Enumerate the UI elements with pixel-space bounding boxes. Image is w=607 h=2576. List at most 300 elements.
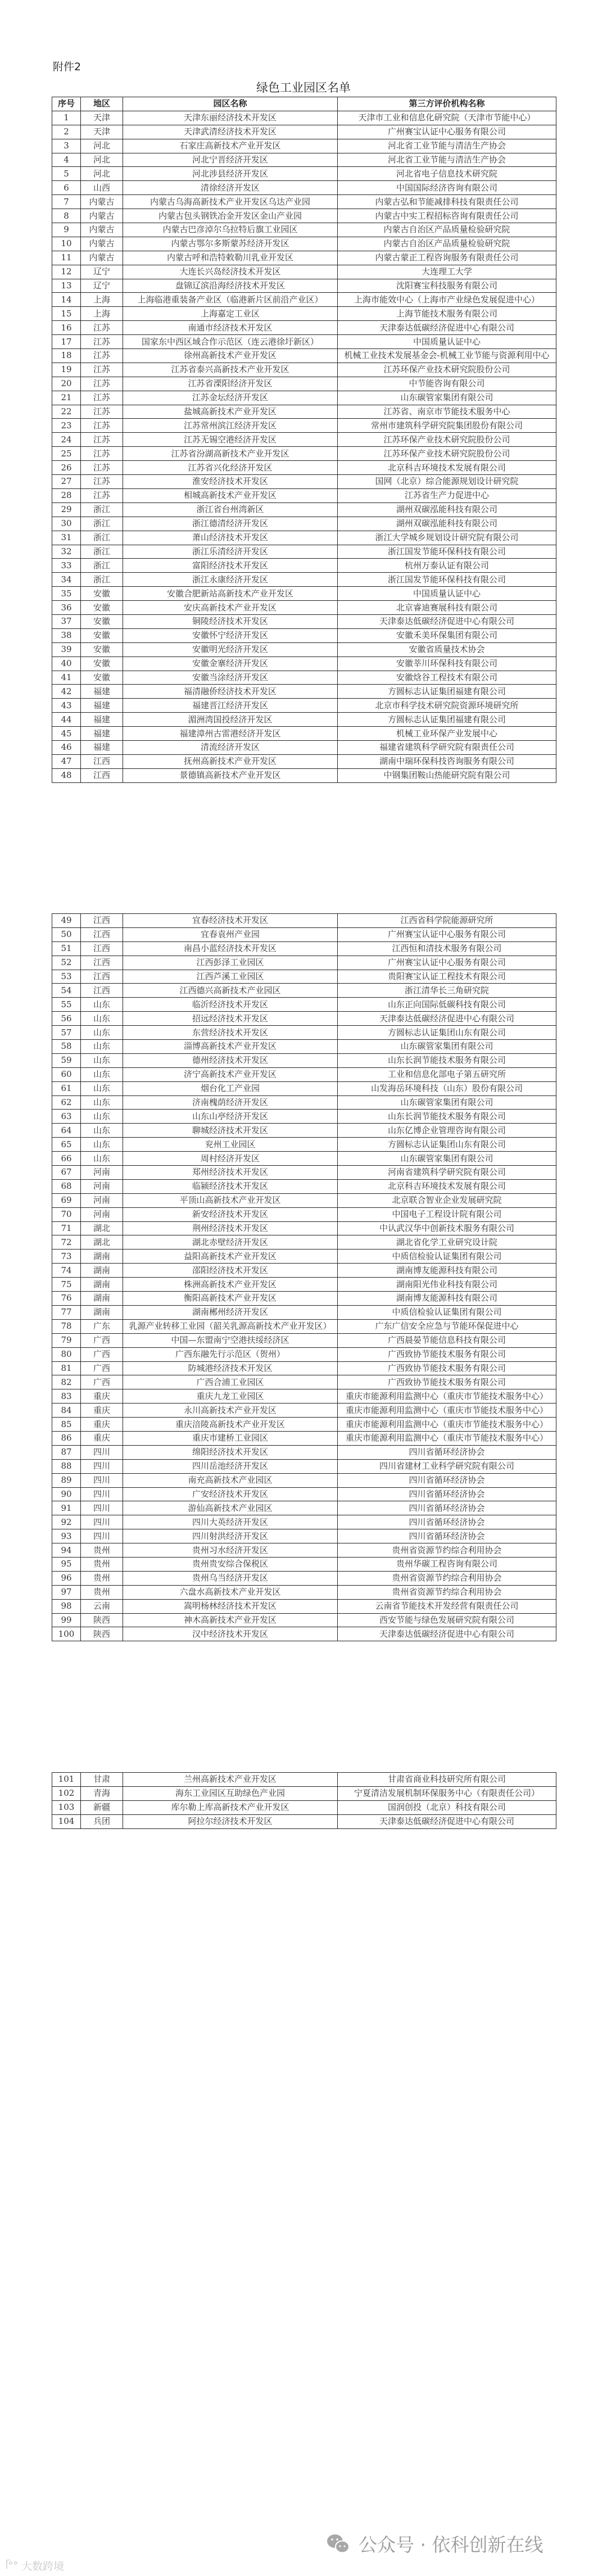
row-index: 40 — [52, 657, 81, 671]
row-region: 山东 — [81, 998, 123, 1012]
row-index: 70 — [52, 1207, 81, 1221]
row-index: 35 — [52, 587, 81, 601]
row-evaluator: 四川省循环经济协会 — [338, 1487, 556, 1501]
row-region: 江西 — [81, 941, 123, 956]
table-row — [52, 1501, 556, 1515]
row-index: 16 — [52, 321, 81, 335]
table-row — [52, 1473, 556, 1487]
row-park-name: 江苏省溧阳经济开发区 — [123, 377, 338, 391]
table-row — [52, 1571, 556, 1585]
row-park-name: 宜春袁州产业园 — [123, 927, 338, 941]
row-evaluator: 贵州省资源节约综合利用协会 — [338, 1585, 556, 1599]
row-index: 72 — [52, 1235, 81, 1249]
table-row — [52, 1012, 556, 1026]
header-index: 序号 — [52, 97, 81, 111]
table-row — [52, 1235, 556, 1249]
table-row — [52, 517, 556, 531]
row-index: 51 — [52, 941, 81, 956]
row-park-name: 天津武清经济技术开发区 — [123, 125, 338, 139]
row-park-name: 绵阳经济技术开发区 — [123, 1445, 338, 1459]
row-park-name: 浙江德清经济开发区 — [123, 517, 338, 531]
row-evaluator: 广州赛宝认证中心服务有限公司 — [338, 956, 556, 970]
row-index: 86 — [52, 1431, 81, 1445]
row-index: 44 — [52, 713, 81, 727]
row-index: 59 — [52, 1053, 81, 1067]
row-region: 山东 — [81, 1081, 123, 1095]
table-row — [52, 461, 556, 475]
row-park-name: 郑州经济技术开发区 — [123, 1166, 338, 1180]
row-index: 46 — [52, 740, 81, 754]
row-evaluator: 天津市工业和信息化研究院（天津市节能中心） — [338, 111, 556, 125]
row-index: 90 — [52, 1487, 81, 1501]
page-title: 绿色工业园区名单 — [256, 81, 351, 94]
row-index: 98 — [52, 1599, 81, 1613]
row-region: 江西 — [81, 927, 123, 941]
table-row — [52, 1319, 556, 1333]
table-row — [52, 419, 556, 433]
table-row — [52, 195, 556, 209]
row-region: 江西 — [81, 956, 123, 970]
row-region: 河南 — [81, 1207, 123, 1221]
row-park-name: 兰州高新技术产业开发区 — [123, 1773, 338, 1787]
row-park-name: 内蒙古包头钢铁冶金开发区金山产业园 — [123, 209, 338, 223]
row-index: 3 — [52, 139, 81, 153]
table-row — [52, 111, 556, 125]
row-index: 67 — [52, 1166, 81, 1180]
row-evaluator: 机械工业技术发展基金会-机械工业节能与资源利用中心 — [338, 349, 556, 363]
row-park-name: 内蒙古乌海高新技术产业开发区乌达产业园 — [123, 195, 338, 209]
row-index: 48 — [52, 768, 81, 782]
table-row — [52, 754, 556, 768]
row-evaluator: 河南省建筑科学研究院有限公司 — [338, 1166, 556, 1180]
row-evaluator: 四川省建材工业科学研究院有限公司 — [338, 1459, 556, 1473]
table-row — [52, 1431, 556, 1445]
row-region: 重庆 — [81, 1389, 123, 1404]
header-region: 地区 — [81, 97, 123, 111]
row-evaluator: 贵州华碳工程咨询有限公司 — [338, 1557, 556, 1571]
table-row — [52, 153, 556, 167]
row-park-name: 济宁高新技术产业开发区 — [123, 1067, 338, 1081]
row-index: 82 — [52, 1375, 81, 1389]
row-region: 山东 — [81, 1012, 123, 1026]
table-row — [52, 475, 556, 489]
row-evaluator: 浙江清华长三角研究院 — [338, 984, 556, 998]
table-row — [52, 1124, 556, 1138]
row-evaluator: 山东长润节能技术服务有限公司 — [338, 1110, 556, 1124]
row-region: 湖南 — [81, 1305, 123, 1319]
row-region: 河南 — [81, 1193, 123, 1207]
row-region: 江苏 — [81, 377, 123, 391]
row-evaluator: 广西晨晏节能信息科技有限公司 — [338, 1333, 556, 1347]
row-region: 江西 — [81, 970, 123, 984]
row-park-name: 内蒙古呼和浩特敕勒川乳业开发区 — [123, 251, 338, 265]
row-index: 104 — [52, 1814, 81, 1828]
row-park-name: 天津东丽经济技术开发区 — [123, 111, 338, 125]
row-park-name: 邵阳经济技术开发区 — [123, 1264, 338, 1278]
row-index: 6 — [52, 181, 81, 195]
table-row — [52, 1800, 556, 1814]
table-row — [52, 1814, 556, 1828]
row-evaluator: 中钢集团鞍山热能研究院有限公司 — [338, 768, 556, 782]
row-park-name: 福建晋江经济开发区 — [123, 699, 338, 713]
table-row — [52, 587, 556, 601]
row-index: 76 — [52, 1292, 81, 1306]
row-index: 27 — [52, 475, 81, 489]
row-evaluator: 贵阳赛宝认证工程技术有限公司 — [338, 970, 556, 984]
watermark-text: 公众号 · 依科创新在线 — [359, 2534, 543, 2556]
row-region: 江苏 — [81, 419, 123, 433]
row-park-name: 贵州习水经济开发区 — [123, 1543, 338, 1558]
table-row — [52, 1773, 556, 1787]
row-region: 安徽 — [81, 628, 123, 642]
row-park-name: 烟台化工产业园 — [123, 1081, 338, 1095]
row-region: 河南 — [81, 1179, 123, 1193]
row-region: 四川 — [81, 1501, 123, 1515]
row-region: 云南 — [81, 1599, 123, 1613]
row-region: 四川 — [81, 1529, 123, 1543]
row-index: 57 — [52, 1026, 81, 1040]
row-park-name: 周村经济开发区 — [123, 1152, 338, 1166]
row-evaluator: 江西恒和清技术服务有限公司 — [338, 941, 556, 956]
row-region: 山东 — [81, 1026, 123, 1040]
row-region: 浙江 — [81, 502, 123, 517]
row-region: 四川 — [81, 1459, 123, 1473]
row-park-name: 平顶山高新技术产业开发区 — [123, 1193, 338, 1207]
row-evaluator: 重庆市能源利用监测中心（重庆市节能技术服务中心） — [338, 1418, 556, 1432]
row-region: 重庆 — [81, 1404, 123, 1418]
table-row — [52, 1207, 556, 1221]
row-park-name: 富阳经济技术开发区 — [123, 559, 338, 573]
row-park-name: 南通市经济技术开发区 — [123, 321, 338, 335]
row-region: 山东 — [81, 1152, 123, 1166]
row-park-name: 清流经济开发区 — [123, 740, 338, 754]
row-evaluator: 中国质量认证中心 — [338, 587, 556, 601]
row-evaluator: 四川省循环经济协会 — [338, 1515, 556, 1529]
row-park-name: 浙江永康经济开发区 — [123, 573, 338, 587]
row-index: 9 — [52, 223, 81, 237]
row-region: 广西 — [81, 1375, 123, 1389]
table-row — [52, 349, 556, 363]
table-row — [52, 377, 556, 391]
table-row — [52, 1249, 556, 1264]
table-row — [52, 181, 556, 195]
row-evaluator: 山发海岳环境科技（山东）股份有限公司 — [338, 1081, 556, 1095]
row-index: 88 — [52, 1459, 81, 1473]
row-evaluator: 安徽禾美环保集团有限公司 — [338, 628, 556, 642]
row-region: 福建 — [81, 699, 123, 713]
row-evaluator: 江苏省、南京市节能技术服务中心 — [338, 405, 556, 419]
row-index: 66 — [52, 1152, 81, 1166]
park-table-page-3 — [52, 1772, 556, 1829]
row-evaluator: 湖北省化学工业研究设计院 — [338, 1235, 556, 1249]
row-index: 63 — [52, 1110, 81, 1124]
row-index: 34 — [52, 573, 81, 587]
row-region: 湖南 — [81, 1278, 123, 1292]
row-park-name: 南充高新技术产业园区 — [123, 1473, 338, 1487]
row-evaluator: 江苏省生产力促进中心 — [338, 488, 556, 502]
row-index: 31 — [52, 531, 81, 545]
row-evaluator: 大连理工大学 — [338, 265, 556, 279]
row-region: 湖南 — [81, 1292, 123, 1306]
row-park-name: 内蒙古巴彦淖尔乌拉特后旗工业园区 — [123, 223, 338, 237]
table-row — [52, 209, 556, 223]
row-park-name: 安徽当涂经济开发区 — [123, 671, 338, 685]
row-region: 江苏 — [81, 461, 123, 475]
row-evaluator: 山东碳管家集团有限公司 — [338, 1040, 556, 1054]
row-index: 84 — [52, 1404, 81, 1418]
row-region: 福建 — [81, 727, 123, 741]
row-park-name: 大连长兴岛经济技术开发区 — [123, 265, 338, 279]
row-park-name: 广安经济技术开发区 — [123, 1487, 338, 1501]
table-row — [52, 1599, 556, 1613]
table-row — [52, 1445, 556, 1459]
row-park-name: 聊城经济技术开发区 — [123, 1124, 338, 1138]
row-park-name: 永川高新技术产业开发区 — [123, 1404, 338, 1418]
row-park-name: 浙江乐清经济开发区 — [123, 545, 338, 559]
corner-logo-text: 大数跨境 — [21, 2560, 65, 2573]
row-park-name: 重庆市建桥工业园区 — [123, 1431, 338, 1445]
row-evaluator: 天津泰达低碳经济促进中心有限公司 — [338, 1627, 556, 1641]
table-row — [52, 1305, 556, 1319]
row-index: 102 — [52, 1786, 81, 1800]
row-evaluator: 中国质量认证中心 — [338, 335, 556, 349]
row-region: 湖北 — [81, 1221, 123, 1235]
row-evaluator: 中质信检验认证集团有限公司 — [338, 1305, 556, 1319]
row-evaluator: 甘肃省商业科技研究所有限公司 — [338, 1773, 556, 1787]
row-region: 浙江 — [81, 531, 123, 545]
row-park-name: 上海临港重装备产业区（临港新片区前沿产业区） — [123, 293, 338, 307]
row-park-name: 新安经济技术开发区 — [123, 1207, 338, 1221]
row-park-name: 江苏省汾湖高新技术产业开发区 — [123, 447, 338, 461]
row-index: 18 — [52, 349, 81, 363]
table-row — [52, 1557, 556, 1571]
table-row — [52, 1067, 556, 1081]
table-row — [52, 699, 556, 713]
row-park-name: 浙江省台州湾新区 — [123, 502, 338, 517]
row-evaluator: 中认武汉华中创新技术服务有限公司 — [338, 1221, 556, 1235]
table-row — [52, 1543, 556, 1558]
row-index: 26 — [52, 461, 81, 475]
row-evaluator: 山东碳管家集团有限公司 — [338, 391, 556, 405]
row-index: 15 — [52, 307, 81, 321]
row-evaluator: 安徽焓谷工程技术有限公司 — [338, 671, 556, 685]
row-park-name: 安徽金寨经济开发区 — [123, 657, 338, 671]
header-park-name: 园区名称 — [123, 97, 338, 111]
row-evaluator: 广西致协节能技术服务有限公司 — [338, 1347, 556, 1361]
row-index: 93 — [52, 1529, 81, 1543]
table-row — [52, 1404, 556, 1418]
row-index: 11 — [52, 251, 81, 265]
row-park-name: 江苏省兴化经济开发区 — [123, 461, 338, 475]
row-park-name: 东营经济技术开发区 — [123, 1026, 338, 1040]
row-evaluator: 湖州双碳泓能科技有限公司 — [338, 502, 556, 517]
row-evaluator: 四川省循环经济协会 — [338, 1445, 556, 1459]
row-region: 浙江 — [81, 517, 123, 531]
row-index: 19 — [52, 363, 81, 377]
row-park-name: 汉中经济技术开发区 — [123, 1627, 338, 1641]
row-index: 87 — [52, 1445, 81, 1459]
table-row — [52, 1529, 556, 1543]
table-row — [52, 768, 556, 782]
row-evaluator: 湖南中瑞环保科技咨询服务有限公司 — [338, 754, 556, 768]
row-park-name: 江西德兴高新技术产业园区 — [123, 984, 338, 998]
row-region: 江苏 — [81, 447, 123, 461]
row-evaluator: 内蒙古中实工程招标咨询有限责任公司 — [338, 209, 556, 223]
row-index: 77 — [52, 1305, 81, 1319]
row-park-name: 湄洲湾国投经济开发区 — [123, 713, 338, 727]
row-evaluator: 中节能咨询有限公司 — [338, 377, 556, 391]
table-row — [52, 502, 556, 517]
row-index: 22 — [52, 405, 81, 419]
row-index: 73 — [52, 1249, 81, 1264]
row-evaluator: 广州赛宝认证中心服务有限公司 — [338, 927, 556, 941]
table-row — [52, 1389, 556, 1404]
row-evaluator: 江苏环保产业技术研究院股份公司 — [338, 447, 556, 461]
table-row — [52, 1264, 556, 1278]
row-evaluator: 杭州万泰认证有限公司 — [338, 559, 556, 573]
row-region: 贵州 — [81, 1585, 123, 1599]
row-region: 山东 — [81, 1124, 123, 1138]
table-row — [52, 363, 556, 377]
row-region: 内蒙古 — [81, 237, 123, 251]
row-index: 97 — [52, 1585, 81, 1599]
row-region: 福建 — [81, 713, 123, 727]
table-row — [52, 447, 556, 461]
row-evaluator: 云南省节能技术开发经营有限责任公司 — [338, 1599, 556, 1613]
table-row — [52, 1110, 556, 1124]
table-row — [52, 167, 556, 181]
table-row — [52, 614, 556, 628]
row-park-name: 招远经济技术开发区 — [123, 1012, 338, 1026]
row-evaluator: 江西省科学院能源研究所 — [338, 914, 556, 928]
row-park-name: 石家庄高新技术产业开发区 — [123, 139, 338, 153]
row-evaluator: 贵州省资源节约综合利用协会 — [338, 1543, 556, 1558]
row-evaluator: 方圆标志认证集团福建有限公司 — [338, 713, 556, 727]
table-row — [52, 1053, 556, 1067]
row-park-name: 兖州工业园区 — [123, 1138, 338, 1152]
row-park-name: 内蒙古鄂尔多斯蒙苏经济开发区 — [123, 237, 338, 251]
row-region: 安徽 — [81, 657, 123, 671]
row-evaluator: 河北省工业节能与清洁生产协会 — [338, 153, 556, 167]
table-row — [52, 1585, 556, 1599]
table-row — [52, 1515, 556, 1529]
row-region: 新疆 — [81, 1800, 123, 1814]
row-index: 42 — [52, 685, 81, 699]
row-evaluator: 四川省循环经济协会 — [338, 1501, 556, 1515]
table-row — [52, 1026, 556, 1040]
row-park-name: 萧山经济技术开发区 — [123, 531, 338, 545]
row-index: 68 — [52, 1179, 81, 1193]
corner-logo-icon: ᥬ°° — [6, 2560, 19, 2572]
park-table-page-1 — [52, 97, 556, 783]
row-park-name: 四川射洪经济开发区 — [123, 1529, 338, 1543]
table-row — [52, 685, 556, 699]
table-row — [52, 125, 556, 139]
row-park-name: 衡阳高新技术产业开发区 — [123, 1292, 338, 1306]
row-index: 10 — [52, 237, 81, 251]
row-index: 25 — [52, 447, 81, 461]
row-region: 辽宁 — [81, 265, 123, 279]
row-region: 山东 — [81, 1110, 123, 1124]
row-evaluator: 北京市科学技术研究院资源环境研究所 — [338, 699, 556, 713]
row-index: 103 — [52, 1800, 81, 1814]
row-index: 23 — [52, 419, 81, 433]
row-evaluator: 广州赛宝认证中心服务有限公司 — [338, 125, 556, 139]
row-park-name: 上海嘉定工业区 — [123, 307, 338, 321]
row-region: 天津 — [81, 125, 123, 139]
table-row — [52, 1786, 556, 1800]
row-evaluator: 山东正向国际低碳科技有限公司 — [338, 998, 556, 1012]
row-region: 河南 — [81, 1166, 123, 1180]
row-evaluator: 方圆标志认证集团山东有限公司 — [338, 1138, 556, 1152]
row-index: 91 — [52, 1501, 81, 1515]
row-region: 湖北 — [81, 1235, 123, 1249]
table-row — [52, 1193, 556, 1207]
row-index: 60 — [52, 1067, 81, 1081]
row-evaluator: 河北省电子信息技术研究院 — [338, 167, 556, 181]
row-region: 湖南 — [81, 1264, 123, 1278]
wechat-icon — [326, 2533, 351, 2555]
table-row — [52, 251, 556, 265]
row-park-name: 江西芦溪工业园区 — [123, 970, 338, 984]
table-row — [52, 1361, 556, 1375]
row-region: 陕西 — [81, 1627, 123, 1641]
row-evaluator: 广西致协节能技术服务有限公司 — [338, 1361, 556, 1375]
row-evaluator: 内蒙古自治区产品质量检验研究院 — [338, 237, 556, 251]
row-index: 43 — [52, 699, 81, 713]
row-evaluator: 上海市能效中心（上海市产业绿色发展促进中心） — [338, 293, 556, 307]
row-region: 内蒙古 — [81, 251, 123, 265]
row-region: 河北 — [81, 153, 123, 167]
row-region: 河北 — [81, 167, 123, 181]
row-evaluator: 工业和信息化部电子第五研究所 — [338, 1067, 556, 1081]
row-index: 62 — [52, 1095, 81, 1110]
row-evaluator: 安徽莘川环保科技有限公司 — [338, 657, 556, 671]
row-park-name: 河北涉县经济开发区 — [123, 167, 338, 181]
row-region: 广西 — [81, 1361, 123, 1375]
row-index: 39 — [52, 642, 81, 657]
table-row — [52, 657, 556, 671]
row-park-name: 株洲高新技术产业开发区 — [123, 1278, 338, 1292]
table-row — [52, 321, 556, 335]
row-evaluator: 天津泰达低碳经济促进中心有限公司 — [338, 321, 556, 335]
row-index: 92 — [52, 1515, 81, 1529]
row-park-name: 临沂经济技术开发区 — [123, 998, 338, 1012]
row-index: 36 — [52, 601, 81, 615]
row-region: 福建 — [81, 740, 123, 754]
row-park-name: 铜陵经济技术开发区 — [123, 614, 338, 628]
table-row — [52, 335, 556, 349]
row-evaluator: 重庆市能源利用监测中心（重庆市节能技术服务中心） — [338, 1431, 556, 1445]
table-row — [52, 1613, 556, 1627]
row-region: 安徽 — [81, 614, 123, 628]
row-park-name: 安徽明光经济开发区 — [123, 642, 338, 657]
row-index: 56 — [52, 1012, 81, 1026]
row-region: 山东 — [81, 1067, 123, 1081]
row-region: 江苏 — [81, 321, 123, 335]
row-evaluator: 江苏环保产业技术研究院股份公司 — [338, 363, 556, 377]
row-region: 广西 — [81, 1347, 123, 1361]
row-index: 8 — [52, 209, 81, 223]
row-index: 4 — [52, 153, 81, 167]
row-park-name: 重庆涪陵高新技术产业开发区 — [123, 1418, 338, 1432]
row-evaluator: 机械工业环保产业发展中心 — [338, 727, 556, 741]
row-evaluator: 上海节能技术服务有限公司 — [338, 307, 556, 321]
table-row — [52, 671, 556, 685]
row-index: 101 — [52, 1773, 81, 1787]
table-row — [52, 223, 556, 237]
row-index: 100 — [52, 1627, 81, 1641]
